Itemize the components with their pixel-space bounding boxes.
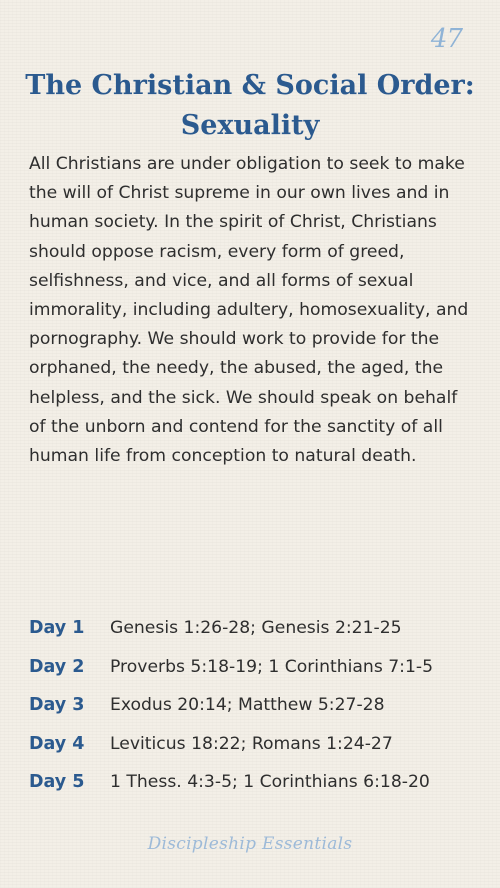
day-label: Day 5 xyxy=(29,772,85,792)
title-line-2: Sexuality xyxy=(180,110,320,141)
day-label: Day 4 xyxy=(29,733,85,754)
scripture-references: Genesis 1:26-28; Genesis 2:21-25 xyxy=(110,618,402,638)
reading-row-day-3 xyxy=(29,695,479,734)
day-label: Day 3 xyxy=(29,695,85,715)
reading-row-day-1 xyxy=(29,618,479,657)
title-line-1: The Christian & Social Order: xyxy=(25,70,475,101)
scripture-references: 1 Thess. 4:3-5; 1 Corinthians 6:18-20 xyxy=(110,772,430,792)
scripture-references: Leviticus 18:22; Romans 1:24-27 xyxy=(110,733,393,754)
footer-brand: Discipleship Essentials xyxy=(147,834,353,854)
page-title xyxy=(20,66,480,146)
day-label: Day 1 xyxy=(29,618,85,638)
reading-row-day-4 xyxy=(29,734,479,773)
reading-row-day-5 xyxy=(29,772,479,811)
reading-plan-list xyxy=(29,618,479,811)
page-number: 47 xyxy=(430,24,462,54)
day-label: Day 2 xyxy=(29,656,85,677)
reading-row-day-2 xyxy=(29,657,479,696)
body-paragraph: All Christians are under obligation to seek to make the will of Christ supreme in our own lives and in human society. In the spirit of Christ, Christians should oppose racism, every form of greed, selfishness, and vice, and all forms of sexual immorality, including adultery, homosexuality, and pornography. We should work to provide for the orphaned, the needy, the abused, the aged, the helpless, and the sick. We should speak on behalf of the unborn and contend for the sanctity of all human life from conception to natural death. xyxy=(29,154,469,467)
scripture-references: Exodus 20:14; Matthew 5:27-28 xyxy=(110,695,385,715)
scripture-references: Proverbs 5:18-19; 1 Corinthians 7:1-5 xyxy=(110,656,434,677)
